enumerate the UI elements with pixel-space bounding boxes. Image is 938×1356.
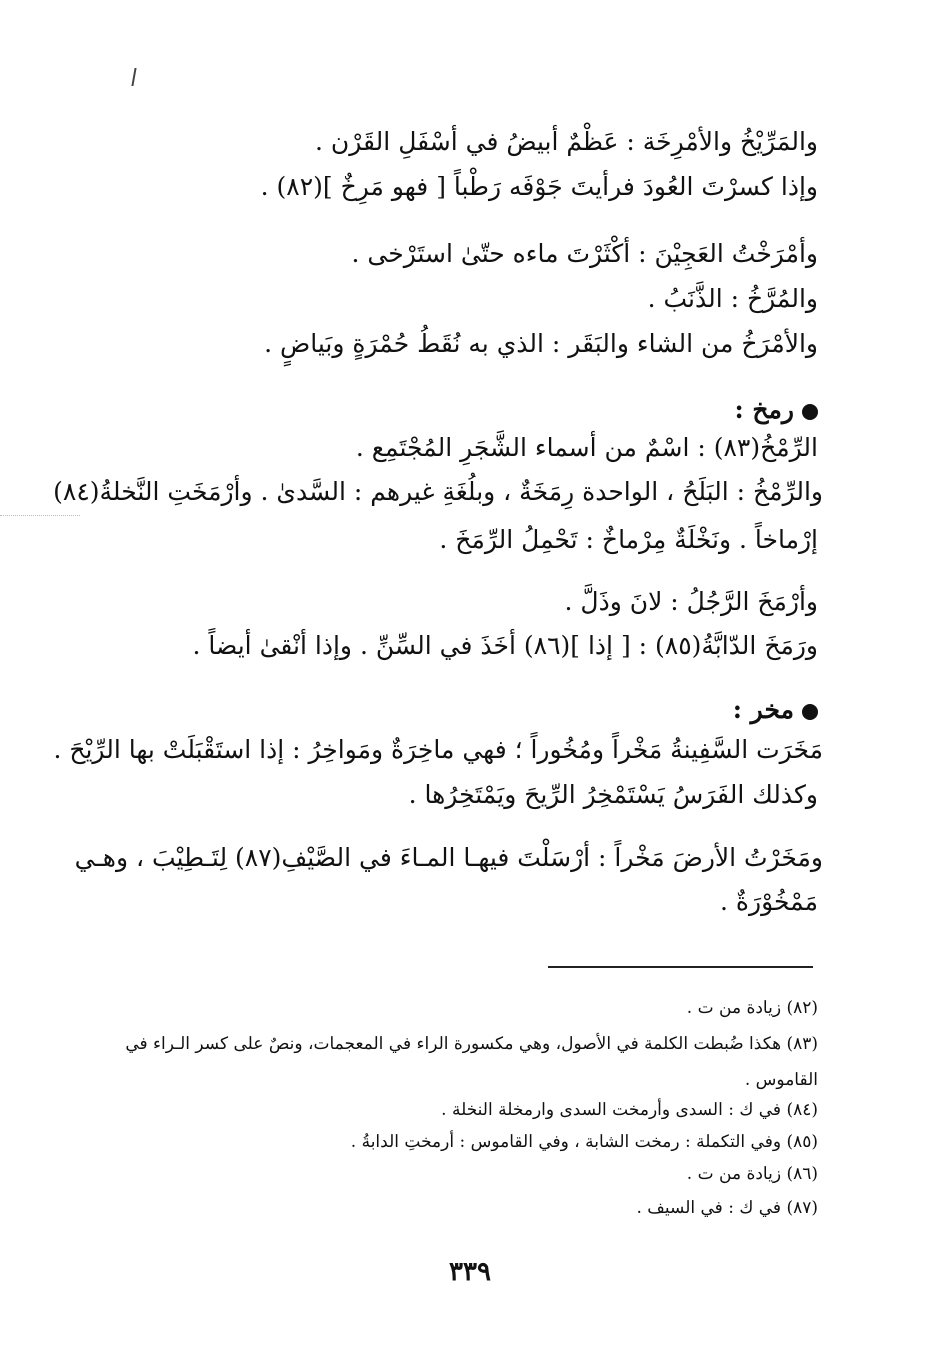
text-line: وإذا كسرْتَ العُودَ فرأيتَ جَوْفَه رَطْباً [ فهو مَرِخٌ ](٨٢) .: [260, 172, 818, 201]
footnote: (٨٥) وفي التكملة : رمخت الشابة ، وفي القاموس : أرمختِ الدابةُ .: [350, 1132, 818, 1152]
scan-specks: [0, 515, 80, 516]
footnote: (٨٧) في ك : في السيف .: [636, 1198, 818, 1218]
footnote: (٨٦) زيادة من ت .: [686, 1164, 818, 1184]
text-line: مَمْخُوْرَةٌ .: [720, 887, 818, 916]
heading-label: رمخ :: [734, 395, 794, 424]
text-line: والأمْرَخُ من الشاء والبَقَر : الذي به نُقَطُ حُمْرَةٍ وبَياضٍ .: [264, 329, 818, 358]
section-heading-ramakh: [98, 390, 818, 430]
text-line: ورَمَخَ الدّابَّةُ(٨٥) : [ إذا ](٨٦) أخَذَ في السِّنِّ . وإذا أنْقىٰ أيضاً .: [192, 631, 818, 660]
page-number: ٣٣٩: [449, 1257, 491, 1287]
text-line: والمُرَّخُ : الذَّنَبُ .: [647, 284, 818, 313]
bullet-icon: [802, 404, 818, 420]
bullet-icon: [802, 704, 818, 720]
pen-mark: [131, 68, 136, 86]
footnote: القاموس .: [744, 1070, 818, 1090]
heading-label: مخر :: [732, 695, 794, 724]
text-line: إرْماخاً . ونَخْلَةٌ مِرْماخٌ : تَحْمِلُ الرِّمَخَ .: [439, 525, 818, 554]
text-line: وأمْرَخْتُ العَجِيْنَ : أكْثَرْتَ ماءه حتّىٰ استَرْخى .: [351, 239, 818, 268]
text-line: ومَخَرْتُ الأرضَ مَخْراً : أرْسَلْتَ فيهـا المـاءَ في الصَّيْفِ(٨٧) لِتَـطِيْبَ ، وهـي: [74, 843, 823, 872]
text-line: والرِّمْخُ : البَلَحُ ، الواحدة رِمَخَةٌ ، وبلُغَةِ غيرهم : السَّدىٰ . وأرْمَخَتِ النَّخلةُ(٨٤): [53, 477, 823, 506]
footnote: (٨٢) زيادة من ت .: [686, 998, 818, 1018]
section-heading-makhar: [98, 690, 818, 730]
footnote-divider: [548, 966, 813, 968]
text-line: والمَرِّيْخُ والأمْرِخَة : عَظْمٌ أبيضُ في أسْفَلِ القَرْن .: [314, 127, 818, 156]
footnote: (٨٣) هكذا ضُبطت الكلمة في الأصول، وهي مكسورة الراء في المعجمات، ونصٌ على كسر الـراء في: [125, 1034, 818, 1054]
text-line: وكذلك الفَرَسُ يَسْتَمْخِرُ الرِّيحَ ويَمْتَخِرُها .: [408, 780, 818, 809]
text-line: وأرْمَخَ الرَّجُلُ : لانَ وذَلَّ .: [564, 587, 818, 616]
text-line: مَخَرَت السَّفِينةُ مَخْراً ومُخُوراً ؛ فهي ماخِرَةٌ ومَواخِرُ : إذا استَقْبَلَتْ بها الرِّيْحَ .: [53, 735, 823, 764]
footnote: (٨٤) في ك : السدى وأرمخت السدى وارمخلة النخلة .: [441, 1100, 818, 1120]
text-line: الرِّمْخُ(٨٣) : اسْمٌ من أسماء الشَّجَرِ المُجْتَمِع .: [355, 433, 818, 462]
